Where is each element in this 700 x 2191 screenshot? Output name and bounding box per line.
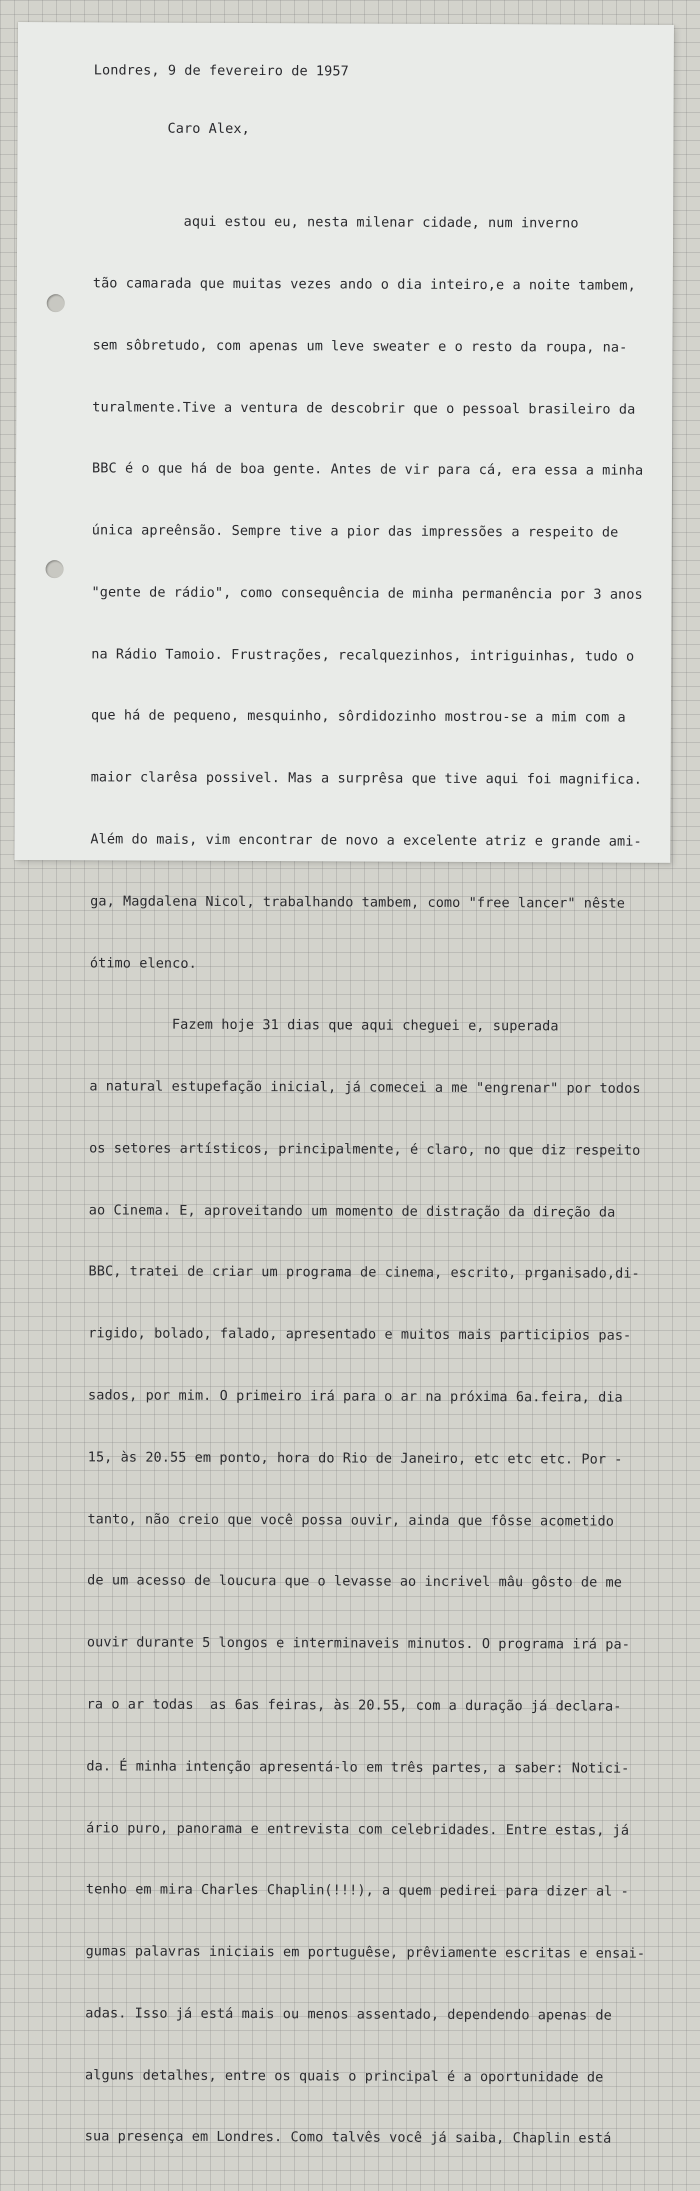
punch-hole	[46, 560, 64, 578]
letter-line: que há de pequeno, mesquinho, sôrdidozinho mostrou-se a mim com a	[90, 707, 626, 727]
letter-line: ao Cinema. E, aproveitando um momento de distração da direção da	[88, 1202, 616, 1221]
letter-line: Além do mais, vim encontrar de novo a excelente atriz e grande ami-	[90, 831, 642, 850]
letter-line: os setores artísticos, principalmente, é claro, no que diz respeito	[89, 1140, 641, 1159]
letter-line: BBC é o que há de boa gente. Antes de vir para cá, era essa a minha	[92, 460, 644, 480]
letter-line: rigido, bolado, falado, apresentado e muitos mais participios pas-	[88, 1325, 632, 1344]
letter-line: tanto, não creio que você possa ouvir, ainda que fôsse acometido	[87, 1510, 615, 1530]
letter-date: Londres, 9 de fevereiro de 1957	[93, 62, 349, 80]
letter-line: a natural estupefação inicial, já comecei a me "engrenar" por todos	[89, 1078, 641, 1097]
letter-line: turalmente.Tive a ventura de descobrir que o pessoal brasileiro da	[92, 398, 636, 418]
letter-line: gumas palavras iniciais em portuguêse, prêviamente escritas e ensai-	[85, 1943, 646, 1962]
letter-line: tenho em mira Charles Chaplin(!!!), a quem pedirei para dizer al -	[85, 1881, 629, 1900]
letter-line: aqui estou eu, nesta milenar cidade, num inverno	[93, 213, 579, 232]
letter-sheet	[14, 22, 674, 2148]
letter-line: 15, às 20.55 em ponto, hora do Rio de Janeiro, etc etc etc. Por -	[87, 1449, 623, 1468]
punch-hole	[47, 294, 65, 312]
letter-line: tão camarada que muitas vezes ando o dia inteiro,e a noite tambem,	[92, 275, 636, 294]
letter-line: ário puro, panorama e entrevista com celebridades. Entre estas, já	[86, 1819, 630, 1839]
letter-line: de um acesso de loucura que o levasse ao incrivel mâu gôsto de me	[87, 1572, 623, 1592]
letter-line: sados, por mim. O primeiro irá para o ar na próxima 6a.feira, dia	[87, 1387, 623, 1406]
letter-line: ga, Magdalena Nicol, trabalhando tambem, como "free lancer" nêste	[90, 893, 626, 912]
letter-line: ótimo elenco.	[89, 954, 197, 972]
letter-body	[85, 170, 653, 2191]
letter-line: única apreênsão. Sempre tive a pior das impressões a respeito de	[91, 522, 619, 541]
letter-line: na Rádio Tamoio. Frustrações, recalquezinhos, intriguinhas, tudo o	[91, 645, 635, 665]
letter-line: ra o ar todas as 6as feiras, às 20.55, com a duração já declara-	[86, 1696, 622, 1715]
letter-line: sem sôbretudo, com apenas um leve sweater e o resto da roupa, na-	[92, 337, 628, 356]
letter-line: "gente de rádio", como consequência de minha permanência por 3 anos	[91, 584, 643, 603]
letter-line: sua presença em Londres. Como talvês você já saiba, Chaplin está	[84, 2128, 612, 2148]
letter-greeting: Caro Alex,	[167, 120, 250, 138]
letter-line: ouvir durante 5 longos e interminaveis minutos. O programa irá pa-	[86, 1634, 630, 1653]
letter-line: da. É minha intenção apresentá-lo em três partes, a saber: Notici-	[86, 1758, 630, 1777]
letter-line: alguns detalhes, entre os quais o principal é a oportunidade de	[85, 2066, 604, 2086]
letter-line: adas. Isso já está mais ou menos assentado, dependendo apenas de	[85, 2005, 612, 2024]
letter-line: BBC, tratei de criar um programa de cinema, escrito, prganisado,di-	[88, 1263, 640, 1283]
letter-line: Fazem hoje 31 dias que aqui cheguei e, superada	[89, 1016, 559, 1035]
letter-line: maior clarêsa possivel. Mas a surprêsa que tive aqui foi magnifica.	[90, 769, 642, 788]
